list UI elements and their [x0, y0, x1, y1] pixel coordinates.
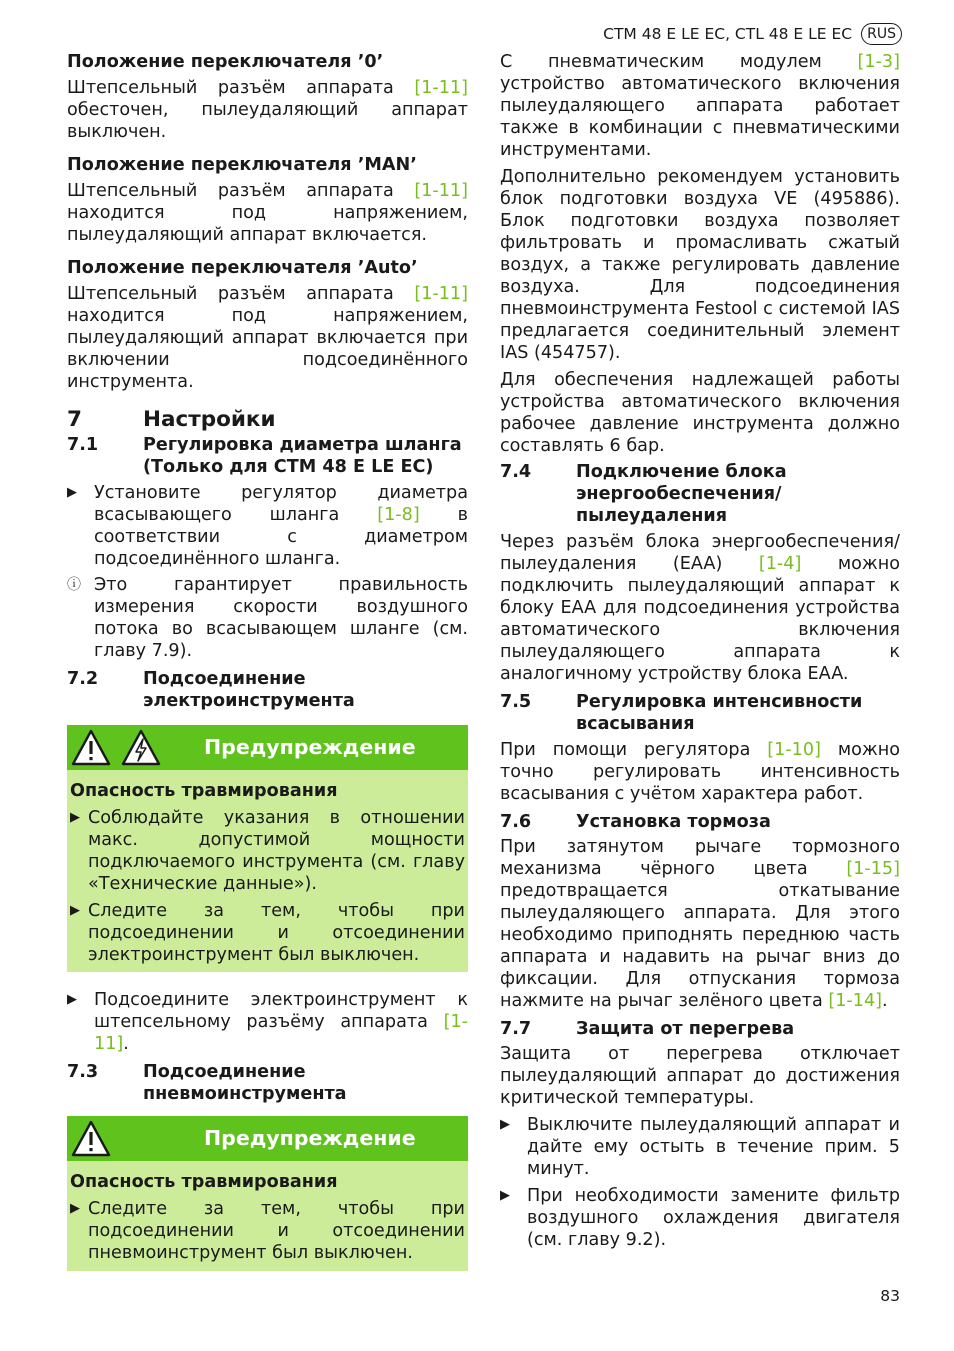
section-number: 7 [67, 407, 82, 432]
switch-0-text: Штепсельный разъём аппарата [1-11] обесточен, пылеудаляющий аппарат выключен. [67, 78, 468, 142]
bullet-arrow-icon: ▶ [70, 1201, 80, 1216]
info-icon: ⓘ [67, 577, 81, 593]
section-number: 7.6 [500, 812, 532, 832]
bullet-arrow-icon: ▶ [500, 1188, 510, 1203]
paragraph-pressure: Для обеспечения надлежащей работы устройства автоматического включения рабочее давление инструмента должно составлять 6 бар. [500, 370, 900, 456]
section-title: Регулировка интенсивности всасывания [576, 692, 863, 734]
section-title: Подсоединение пневмоинструмента [143, 1062, 347, 1104]
switch-man-heading: Положение переключателя ’MAN’ [67, 155, 417, 175]
bullet-arrow-icon: ▶ [67, 992, 77, 1007]
list-item-text: Подсоедините электроинструмент к штепсельному разъёму аппарата [1-11]. [94, 990, 468, 1054]
warning-triangle-icon [71, 1120, 111, 1158]
section-7-6-heading [500, 811, 900, 833]
bullet-arrow-icon: ▶ [70, 903, 80, 918]
figure-ref: [1-4] [758, 554, 802, 574]
info-text: Это гарантирует правильность измерения скорости воздушного потока во всасывающем шланге (см. главу 7.9). [94, 575, 468, 661]
info-note [67, 574, 468, 662]
warning-title: Опасность травмирования [70, 781, 338, 801]
warning-item [70, 807, 465, 895]
warning-item [70, 1198, 465, 1264]
figure-ref: [1-8] [377, 505, 420, 525]
figure-ref: [1-15] [846, 859, 900, 879]
warning-label: Предупреждение [204, 735, 416, 759]
list-item-text: Установите регулятор диаметра всасывающего шланга [1-8] в соответствии с диаметром подсоединённого шланга. [94, 483, 469, 569]
warning-label: Предупреждение [204, 1126, 416, 1150]
list-item [67, 989, 468, 1055]
section-7-5-text: При помощи регулятора [1-10] можно точно регулировать интенсивность всасывания с учётом характера работ. [500, 740, 901, 804]
switch-man-text: Штепсельный разъём аппарата [1-11] находится под напряжением, пылеудаляющий аппарат включается. [67, 181, 468, 245]
electric-hazard-icon [121, 729, 161, 767]
list-item-text: При необходимости замените фильтр воздушного охлаждения двигателя (см. главу 9.2). [527, 1186, 900, 1250]
list-item [500, 1114, 900, 1180]
section-number: 7.2 [67, 669, 99, 689]
figure-ref: [1-11] [94, 1012, 468, 1054]
warning-item-text: Следите за тем, чтобы при подсоединении и отсоединении пневмоинструмент был выключен. [88, 1199, 465, 1263]
section-title: Регулировка диаметра шланга (Только для CTM 48 E LE EC) [143, 435, 462, 477]
section-number: 7.4 [500, 462, 532, 482]
warning-item-text: Следите за тем, чтобы при подсоединении и отсоединении электроинструмент был выключен. [88, 901, 465, 965]
section-title: Настройки [143, 407, 276, 432]
section-7-7-heading [500, 1018, 900, 1040]
section-7-4-heading [500, 461, 900, 527]
list-item [500, 1185, 900, 1251]
warning-box [67, 725, 468, 972]
paragraph-air-unit: Дополнительно рекомендуем установить блок подготовки воздуха VE (495886). Блок подготовки воздуха позволяет фильтровать и промасливать сжатый воздух, а также регулировать давление воздуха. Для подсоединения пневмоинструмента Festool с системой IAS предлагается соединительный элемент IAS (454757). [500, 167, 900, 363]
section-7-heading [67, 407, 468, 433]
section-number: 7.5 [500, 692, 532, 712]
section-7-4-text: Через разъём блока энергообеспечения/ пылеудаления (EAA) [1-4] можно подключить пылеудаляющий аппарат к блоку EAA для подсоединения устройства автоматического включения пылеудаляющего аппарата к аналогичному устройству блока EAA. [500, 532, 900, 684]
section-number: 7.7 [500, 1019, 532, 1039]
list-item [67, 482, 468, 570]
warning-box [67, 1116, 468, 1271]
language-badge: RUS [861, 23, 902, 45]
section-7-7-text: Защита от перегрева отключает пылеудаляющий аппарат до достижения критической температуры. [500, 1044, 900, 1108]
warning-header [67, 1116, 468, 1161]
section-7-6-text: При затянутом рычаге тормозного механизма чёрного цвета [1-15] предотвращается откатывание пылеудаляющего аппарата. Для этого необходимо приподнять переднюю часть аппарата и надавить на рычаг вниз до фиксации. Для отпускания тормоза нажмите на рычаг зелёного цвета [1-14]. [500, 837, 900, 1011]
list-item-text: Выключите пылеудаляющий аппарат и дайте ему остыть в течение прим. 5 минут. [527, 1115, 900, 1179]
figure-ref: [1-14] [828, 991, 883, 1011]
warning-triangle-icon [71, 729, 111, 767]
section-number: 7.3 [67, 1062, 99, 1082]
warning-title: Опасность травмирования [70, 1172, 338, 1192]
figure-ref: [1-11] [414, 78, 468, 98]
figure-ref: [1-11] [414, 284, 468, 304]
right-column [500, 51, 900, 1251]
bullet-arrow-icon: ▶ [67, 485, 77, 500]
section-number: 7.1 [67, 435, 99, 455]
warning-item [70, 900, 465, 966]
figure-ref: [1-11] [414, 181, 468, 201]
bullet-arrow-icon: ▶ [500, 1117, 510, 1132]
bullet-arrow-icon: ▶ [70, 810, 80, 825]
figure-ref: [1-10] [767, 740, 821, 760]
left-column [67, 51, 468, 1271]
figure-ref: [1-3] [857, 52, 900, 72]
page-header [603, 23, 902, 45]
header-models: CTM 48 E LE EC, CTL 48 E LE EC [603, 25, 853, 43]
section-7-2-heading [67, 668, 468, 712]
page-number: 83 [880, 1287, 900, 1305]
section-title: Установка тормоза [576, 812, 771, 832]
section-7-3-heading [67, 1061, 468, 1105]
section-title: Подключение блока энергообеспечения/ пылеудаления [576, 462, 787, 526]
switch-auto-heading: Положение переключателя ’Auto’ [67, 258, 418, 278]
warning-item-text: Соблюдайте указания в отношении макс. допустимой мощности подключаемого инструмента (см. главу «Технические данные»). [88, 808, 465, 894]
section-7-5-heading [500, 691, 900, 735]
switch-auto-text: Штепсельный разъём аппарата [1-11] находится под напряжением, пылеудаляющий аппарат включается при включении подсоединённого инструмента. [67, 284, 468, 392]
paragraph-pneumatic-module: С пневматическим модулем [1-3] устройство автоматического включения пылеудаляющего аппарата работает также в комбинации с пневматическими инструментами. [500, 52, 900, 160]
section-title: Защита от перегрева [576, 1019, 795, 1039]
section-7-1-heading [67, 434, 468, 478]
switch-0-heading: Положение переключателя ’0’ [67, 52, 384, 72]
warning-header [67, 725, 468, 770]
section-title: Подсоединение электроинструмента [143, 669, 355, 711]
